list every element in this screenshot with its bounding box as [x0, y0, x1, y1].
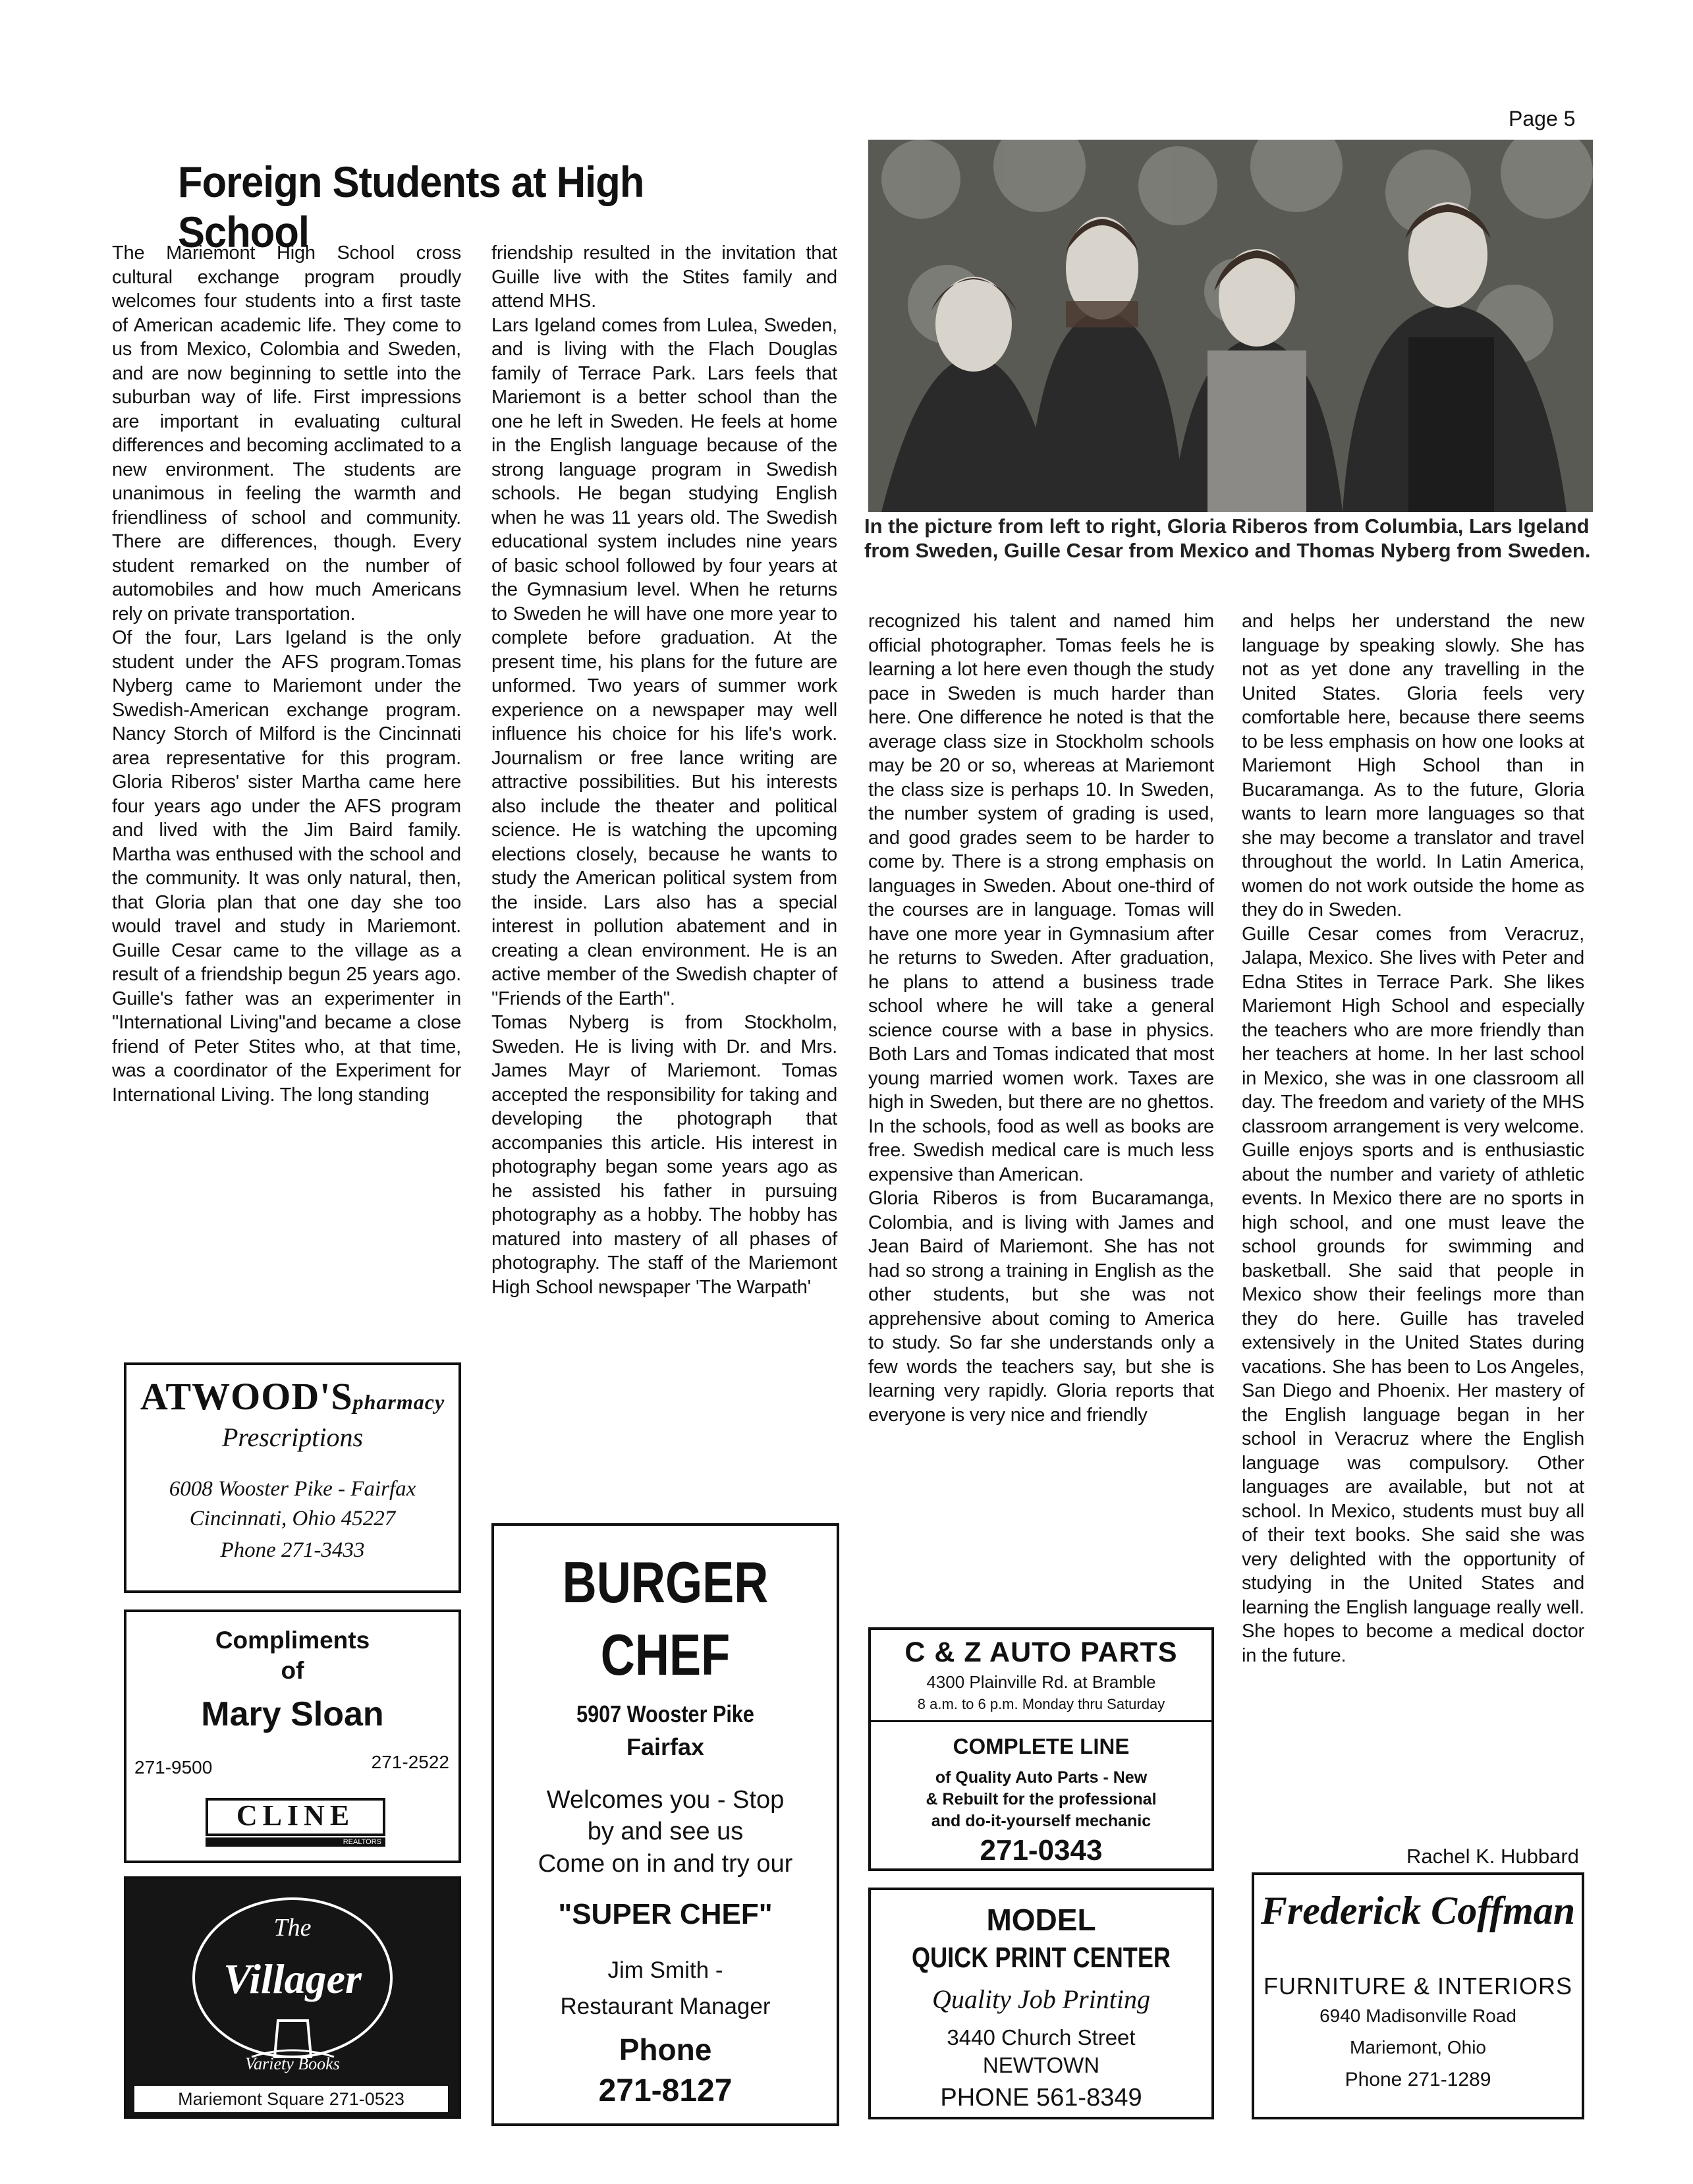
villager-logo-bottom: Variety Books: [245, 2054, 340, 2073]
ad-welcome-2: by and see us: [587, 1818, 744, 1845]
headline: Foreign Students at High School: [178, 157, 644, 256]
ad-phone: Phone 271-3433: [220, 1538, 365, 1562]
burger-chef-ad: [491, 1523, 839, 2126]
ad-name: Frederick Coffman: [1260, 1889, 1576, 1932]
ad-line-1: MODEL: [986, 1903, 1096, 1937]
page-number: Page 5: [1509, 107, 1576, 130]
ad-welcome-1: Welcomes you - Stop: [546, 1786, 785, 1814]
cline-logo: CLINE: [206, 1798, 385, 1836]
villager-logo-top: The: [273, 1914, 312, 1942]
photo-caption: In the picture from left to right, Gloria Riberos from Columbia, Lars Igeland from Sweden, Guille Cesar from Mexico and Thomas Nyberg from Sweden.: [864, 515, 1591, 562]
mary-sloan-ad: [124, 1610, 461, 1863]
ad-divider: [871, 1720, 1211, 1722]
ad-special: "SUPER CHEF": [558, 1898, 773, 1930]
ad-city: Mariemont, Ohio: [1350, 2037, 1486, 2058]
ad-address: 3440 Church Street: [947, 2025, 1136, 2050]
ad-phone: 271-0343: [980, 1834, 1103, 1866]
ad-address: 6008 Wooster Pike - Fairfax: [169, 1477, 416, 1501]
ad-manager-name: Jim Smith -: [607, 1957, 723, 1983]
ad-line-2: QUICK PRINT CENTER: [912, 1942, 1171, 1974]
ad-compliments: Compliments: [215, 1627, 370, 1654]
ad-desc-2: & Rebuilt for the professional: [926, 1790, 1157, 1808]
ad-brand-line-1: BURGER: [562, 1550, 769, 1615]
student-photo: [868, 140, 1593, 512]
ad-brand-line-2: CHEF: [600, 1622, 731, 1687]
ad-city: NEWTOWN: [982, 2053, 1100, 2077]
ad-phone: Phone 271-1289: [1345, 2069, 1491, 2090]
ad-manager-title: Restaurant Manager: [560, 1994, 771, 2019]
article-column-3: recognized his talent and named him official photographer. Tomas feels he is learning a lot here even though the study pace in Sweden is much harder than here. One difference he noted is that the average class size in Stockholm schools may be 20 or so, whereas at Mariemont the class size is perhaps 10. In Sweden, the number system of grading is used, and good grades seem to be harder to come by. There is a strong emphasis on languages in Sweden. About one-third of the courses are in language. Tomas will have one more year in Gymnasium after he returns to Sweden. After graduation, he plans to attend a business trade school where he will take a general science course with a base in physics. Both Lars and Tomas indicated that most young married women work. Taxes are high in Sweden, but there are no ghettos. In the schools, food as well as books are free. Swedish medical care is much less expensive than American. Gloria Riberos is from Bucaramanga, Colombia, and is living with James and Jean Baird of Mariemont. She has not had so strong a training in English as the other students, but she was not apprehensive about coming to America to study. So far she understands only a few words the teachers say, but she is learning very rapidly. Gloria reports that everyone is very nice and friendly: [868, 611, 1214, 1426]
ad-headline: COMPLETE LINE: [953, 1734, 1130, 1758]
ad-phone: 271-8127: [598, 2073, 733, 2108]
ad-phone-1: 271-9500: [134, 1757, 213, 1778]
villager-ad: [124, 1876, 461, 2119]
byline: Rachel K. Hubbard: [1406, 1845, 1579, 1868]
ad-name: C & Z AUTO PARTS: [904, 1637, 1178, 1668]
article-column-2: friendship resulted in the invitation that Guille live with the Stites family and attend MHS. Lars Igeland comes from Lulea, Sweden, and is living with the Flach Douglas family of Terrace Park. Lars feels that Mariemont is a better school than the one he left in Sweden. He feels at home in the English language because of the strong language program in Swedish schools. He began studying English when he was 11 years old. The Swedish educational system includes nine years of basic school followed by four years at the Gymnasium level. When he returns to Sweden he will have one more year to complete before graduation. At the present time, his plans for the future are unformed. Two years of summer work experience on a newspaper may well influence his choice for his life's work. Journalism or free lance writing are attractive possibilities. But his interests also include the theater and political science. He is watching the upcoming elections closely, because he wants to study the American political system from the inside. Lars also has a special interest in pollution abatement and in creating a clean environment. He is an active member of the Swedish chapter of "Friends of the Earth". Tomas Nyberg is from Stockholm, Sweden. He is living with Dr. and Mrs. James Mayr of Mariemont. Tomas accepted the responsibility for taking and developing the photograph that accompanies this article. His interest in photography began some years ago as he assisted his father in pursuing photography as a hobby. The hobby has matured into mastery of all phases of photography. The staff of the Mariemont High School newspaper 'The Warpath': [491, 242, 837, 1298]
villager-footer: Mariemont Square 271-0523: [133, 2085, 449, 2114]
article-column-1: The Mariemont High School cross cultural exchange program proudly welcomes four students into a first taste of American academic life. They come to us from Mexico, Colombia and Sweden, and are now beginning to settle into the suburban way of life. First impressions are important in evaluating cultural differences and becoming acclimated to a new environment. The students are unanimous in feeling the warmth and friendliness of school and community. There are differences, though. Every student remarked on the number of automobiles and how much Americans rely on private transportation. Of the four, Lars Igeland is the only student under the AFS program.Tomas Nyberg came to Mariemont under the Swedish-American exchange program. Nancy Storch of Milford is the Cincinnati area representative for this program. Gloria Riberos' sister Martha came here four years ago under the AFS program and lived with the Jim Baird family. Martha was enthused with the school and the community. It was only natural, then, that Gloria plan that one day she too would travel and study in Mariemont. Guille Cesar came to the village as a result of a friendship begun 25 years ago. Guille's father was an experimenter in "International Living"and became a close friend of Peter Stites who, at that time, was a coordinator of the Experiment for International Living. The long standing: [112, 242, 461, 1106]
frederick-coffman-ad: [1252, 1872, 1584, 2119]
ad-brand: ATWOOD'Spharmacy: [140, 1375, 445, 1418]
ad-address: 4300 Plainville Rd. at Bramble: [926, 1672, 1156, 1692]
ad-hours: 8 a.m. to 6 p.m. Monday thru Saturday: [917, 1696, 1165, 1712]
ad-tagline: Quality Job Printing: [931, 1984, 1151, 2014]
ad-city: Cincinnati, Ohio 45227: [189, 1507, 396, 1530]
ad-agent-name: Mary Sloan: [201, 1695, 384, 1733]
ad-phone: PHONE 561-8349: [940, 2084, 1142, 2112]
ad-desc-3: and do-it-yourself mechanic: [931, 1812, 1152, 1830]
ad-phone-label: Phone: [619, 2032, 712, 2067]
model-quick-print-ad: [868, 1888, 1214, 2119]
ad-of: of: [281, 1657, 304, 1684]
ad-welcome-3: Come on in and try our: [538, 1850, 793, 1878]
ad-phone-2: 271-2522: [371, 1752, 449, 1772]
ad-address: 6940 Madisonville Road: [1319, 2005, 1516, 2026]
ad-address: 5907 Wooster Pike: [576, 1700, 754, 1727]
villager-logo-main: Villager: [223, 1955, 362, 2002]
cz-auto-parts-ad: [868, 1627, 1214, 1871]
ad-desc-1: of Quality Auto Parts - New: [935, 1768, 1148, 1787]
ad-subtitle: Prescriptions: [221, 1422, 364, 1452]
ad-line-1: FURNITURE & INTERIORS: [1263, 1973, 1572, 2000]
ad-city: Fairfax: [626, 1733, 705, 1760]
atwood-pharmacy-ad: [124, 1362, 461, 1593]
cline-logo-sub: REALTORS: [206, 1837, 385, 1847]
article-column-4: and helps her understand the new language by speaking slowly. She has not as yet done any travelling in the United States. Gloria feels very comfortable here, because there seems to be less emphasis on how one looks at Mariemont High School than in Bucaramanga. As to the future, Gloria wants to learn more languages so that she may become a translator and travel throughout the world. In Latin America, women do not work outside the home as they do in Sweden. Guille Cesar comes from Veracruz, Jalapa, Mexico. She lives with Peter and Edna Stites in Terrace Park. She likes Mariemont High School and especially the teachers who are more friendly than her teachers at home. In her last school in Mexico, she was in one classroom all day. The freedom and variety of the MHS classroom arrangement is very welcome. Guille enjoys sports and is enthusiastic about the number and variety of athletic events. In Mexico there are no sports in high school, and one must leave the school grounds for swimming and basketball. She said that people in Mexico show their feelings more than they do here. Guille has traveled extensively in the United States during vacations. She has been to Los Angeles, San Diego and Phoenix. Her mastery of the English language began in her school in Veracruz where the English language was compulsory. Other languages are available, but not at school. In Mexico, students must buy all of their text books. She said she was very delighted with the opportunity of studying in the United States and learning the English language really well. She hopes to become a medical doctor in the future.: [1242, 611, 1584, 1666]
